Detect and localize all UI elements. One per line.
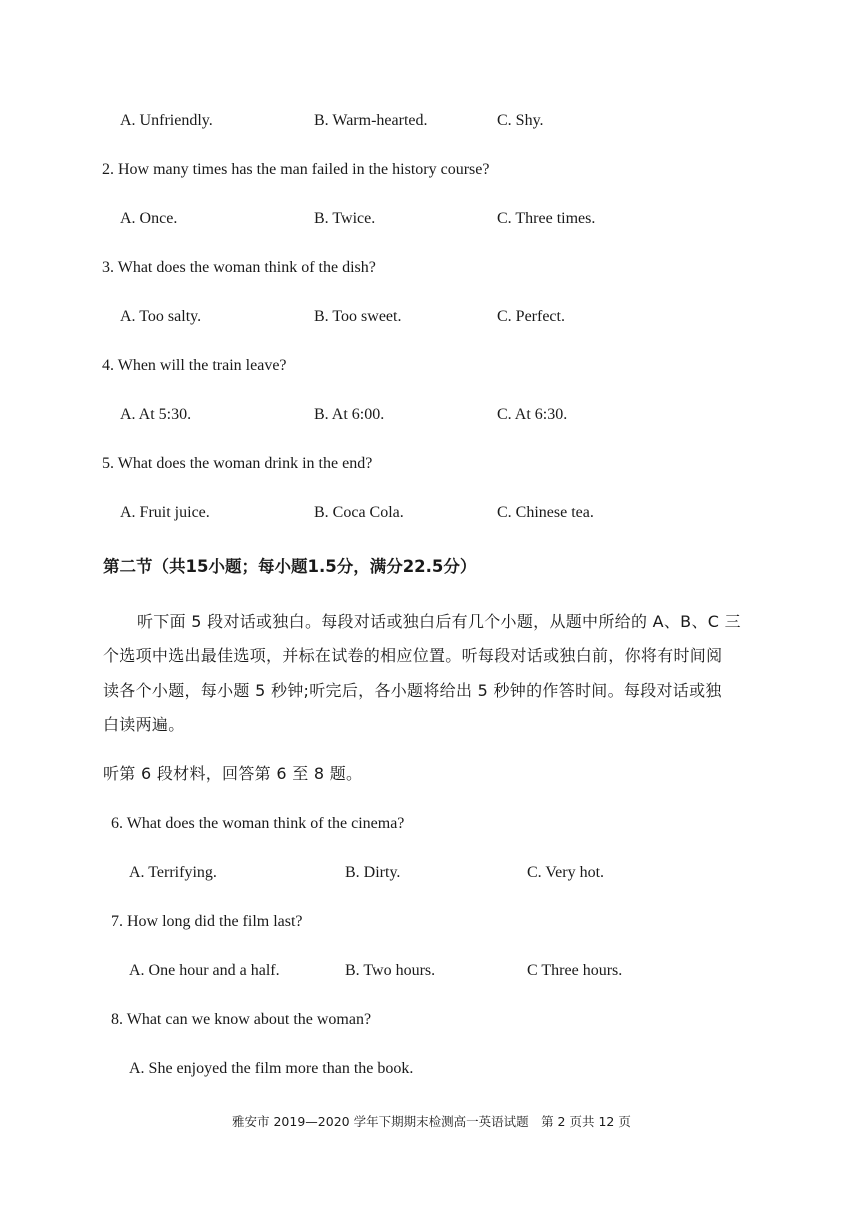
q5-option-a: A. Fruit juice. bbox=[120, 504, 210, 521]
q1-option-c: C. Shy. bbox=[497, 112, 544, 129]
section-heading: 第二节（共15小题；每小题1.5分，满分22.5分） bbox=[103, 557, 477, 576]
q3-option-c: C. Perfect. bbox=[497, 308, 565, 325]
q6-option-b: B. Dirty. bbox=[345, 864, 401, 881]
instructions-line-2: 个选项中选出最佳选项，并标在试卷的相应位置。听每段对话或独白前，你将有时间阅 bbox=[103, 646, 723, 665]
q1-option-b: B. Warm-hearted. bbox=[314, 112, 428, 129]
q2-stem: 2. How many times has the man failed in the history course? bbox=[102, 161, 490, 178]
q5-option-c: C. Chinese tea. bbox=[497, 504, 594, 521]
q2-option-a: A. Once. bbox=[120, 210, 178, 227]
q5-option-b: B. Coca Cola. bbox=[314, 504, 404, 521]
material-instruction: 听第 6 段材料，回答第 6 至 8 题。 bbox=[103, 764, 363, 783]
q7-option-b: B. Two hours. bbox=[345, 962, 436, 979]
q6-stem: 6. What does the woman think of the cinema? bbox=[111, 815, 405, 832]
q5-stem: 5. What does the woman drink in the end? bbox=[102, 455, 373, 472]
q8-option-a: A. She enjoyed the film more than the book. bbox=[129, 1060, 414, 1077]
q4-option-a: A. At 5:30. bbox=[120, 406, 192, 423]
q6-option-a: A. Terrifying. bbox=[129, 864, 217, 881]
q4-option-c: C. At 6:30. bbox=[497, 406, 568, 423]
instructions-line-1: 听下面 5 段对话或独白。每段对话或独白后有几个小题，从题中所给的 A、B、C 三 bbox=[137, 612, 741, 631]
q3-option-a: A. Too salty. bbox=[120, 308, 202, 325]
q7-option-a: A. One hour and a half. bbox=[129, 962, 280, 979]
q3-option-b: B. Too sweet. bbox=[314, 308, 402, 325]
q3-stem: 3. What does the woman think of the dish? bbox=[102, 259, 376, 276]
page-footer: 雅安市 2019—2020 学年下期期末检测高一英语试题 第 2 页共 12 页 bbox=[232, 1114, 631, 1129]
q1-option-a: A. Unfriendly. bbox=[120, 112, 213, 129]
q4-stem: 4. When will the train leave? bbox=[102, 357, 287, 374]
instructions-line-4: 白读两遍。 bbox=[103, 715, 185, 734]
q7-stem: 7. How long did the film last? bbox=[111, 913, 303, 930]
instructions-line-3: 读各个小题，每小题 5 秒钟;听完后，各小题将给出 5 秒钟的作答时间。每段对话或独 bbox=[103, 681, 722, 700]
q2-option-b: B. Twice. bbox=[314, 210, 376, 227]
q4-option-b: B. At 6:00. bbox=[314, 406, 385, 423]
q8-stem: 8. What can we know about the woman? bbox=[111, 1011, 372, 1028]
q6-option-c: C. Very hot. bbox=[527, 864, 605, 881]
q2-option-c: C. Three times. bbox=[497, 210, 596, 227]
q7-option-c: C Three hours. bbox=[527, 962, 623, 979]
